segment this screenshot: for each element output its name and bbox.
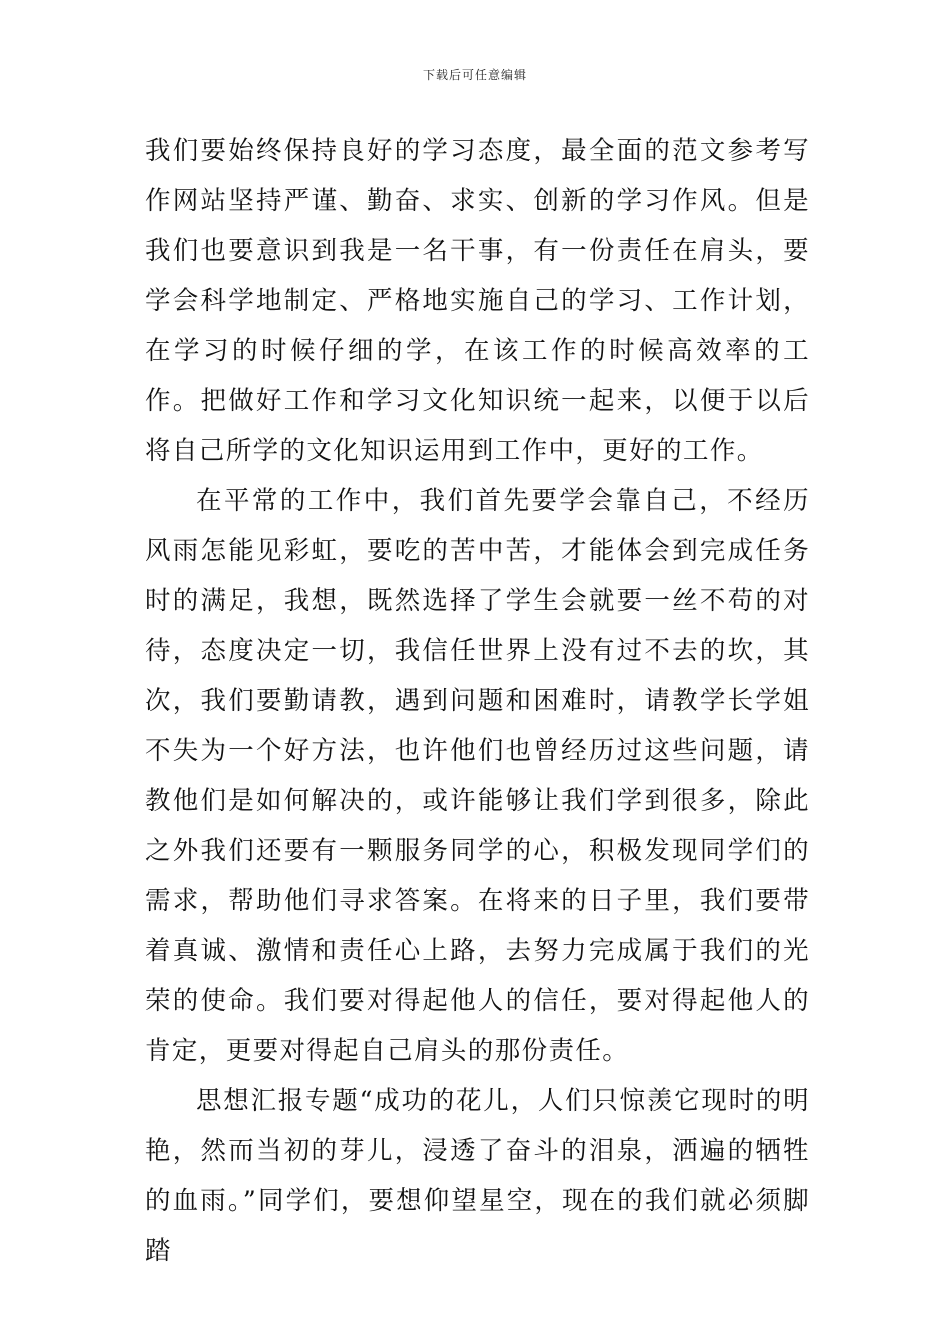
paragraph-3: 思想汇报专题“成功的花儿，人们只惊羡它现时的明艳，然而当初的芽儿，浸透了奋斗的泪泉，洒遍的牺牲的血雨。”同学们，要想仰望星空，现在的我们就必须脚踏 bbox=[145, 1086, 810, 1266]
page-header: 下载后可任意编辑 bbox=[422, 68, 527, 82]
paragraph-1: 我们要始终保持良好的学习态度，最全面的范文参考写作网站坚持严谨、勤奋、求实、创新的学习作风。但是我们也要意识到我是一名干事，有一份责任在肩头，要学会科学地制定、严格地实施自己的学习、工作计划，在学习的时候仔细的学，在该工作的时候高效率的工作。把做好工作和学习文化知识统一起来，以便于以后将自己所学的文化知识运用到工作中，更好的工作。 bbox=[145, 136, 810, 466]
document-body bbox=[145, 126, 810, 1276]
paragraph-2: 在平常的工作中，我们首先要学会靠自己，不经历风雨怎能见彩虹，要吃的苦中苦，才能体会到完成任务时的满足，我想，既然选择了学生会就要一丝不苟的对待，态度决定一切，我信任世界上没有过不去的坎，其次，我们要勤请教，遇到问题和困难时，请教学长学姐不失为一个好方法，也许他们也曾经历过这些问题，请教他们是如何解决的，或许能够让我们学到很多，除此之外我们还要有一颗服务同学的心，积极发现同学们的需求，帮助他们寻求答案。在将来的日子里，我们要带着真诚、激情和责任心上路，去努力完成属于我们的光荣的使命。我们要对得起他人的信任，要对得起他人的肯定，更要对得起自己肩头的那份责任。 bbox=[145, 486, 810, 1066]
